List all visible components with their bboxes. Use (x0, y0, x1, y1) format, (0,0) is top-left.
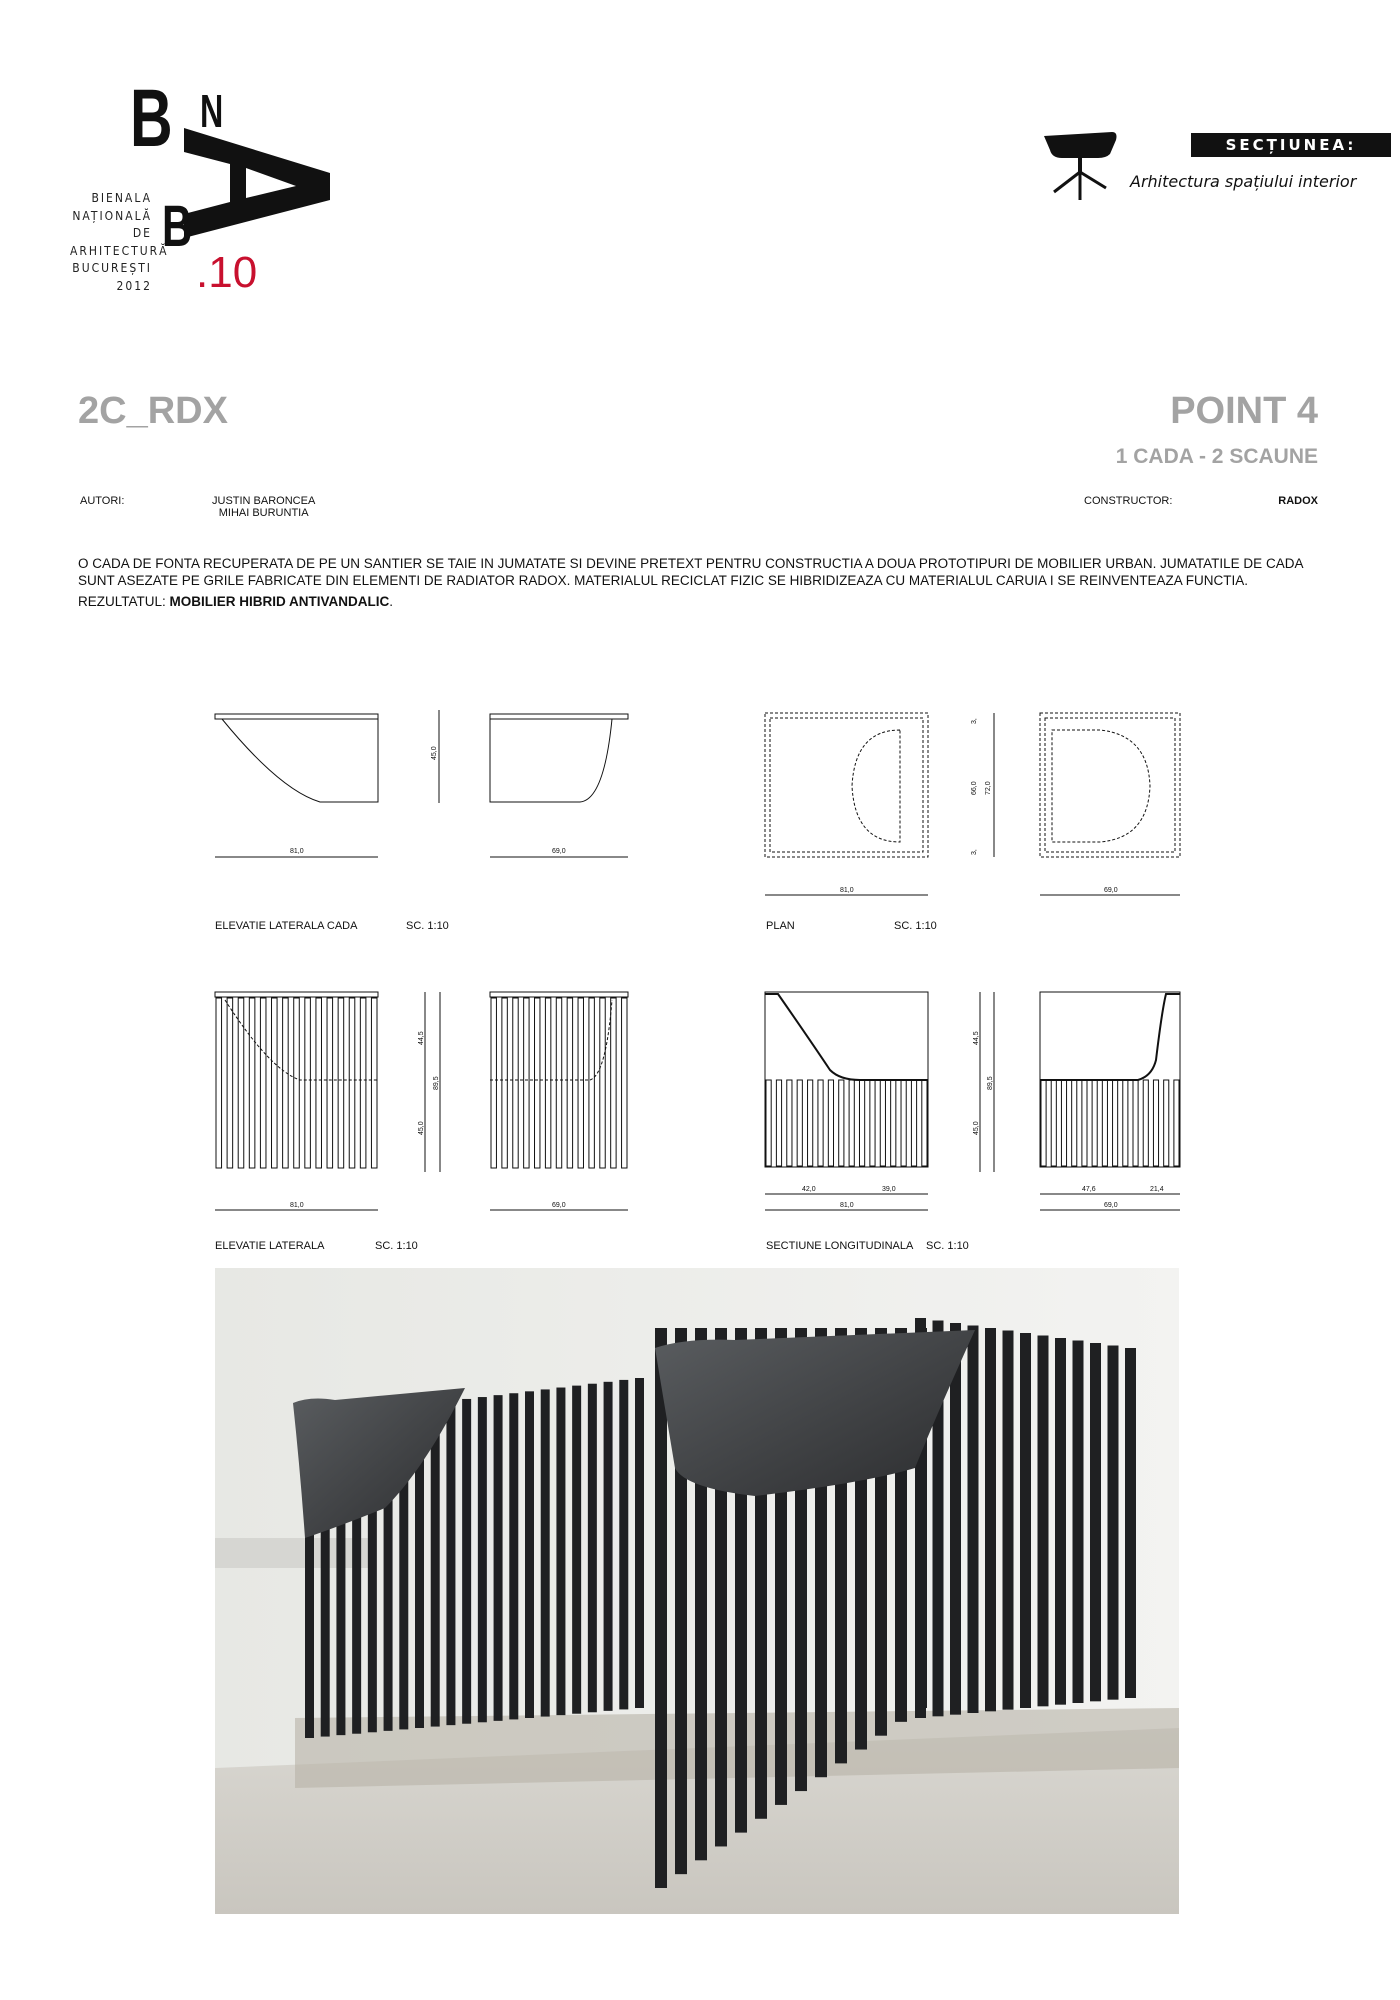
grille-bar (305, 998, 311, 1168)
dim-label: 45,0 (973, 1121, 980, 1135)
dim-label: 42,0 (802, 1186, 816, 1193)
logo-letter-n: N (200, 85, 224, 137)
logo-line: BUCUREȘTI (72, 261, 152, 275)
result-end: . (389, 594, 394, 609)
grille-bar (272, 998, 278, 1168)
grille-bar (808, 1080, 813, 1166)
photo-bar (968, 1326, 979, 1714)
grille-bar (1133, 1080, 1138, 1166)
grille-bar (922, 1080, 927, 1166)
grille-bar (360, 998, 366, 1168)
photo-bar (655, 1328, 667, 1888)
logo-line: ARHITECTURĂ (70, 243, 169, 258)
photo-bar (431, 1403, 440, 1727)
dim-label: 3, (971, 718, 978, 724)
logo-letter-b1: B (130, 73, 173, 164)
grille-bar (589, 998, 594, 1168)
grille-bar (859, 1080, 864, 1166)
technical-drawings (0, 690, 1400, 1260)
grille-bar (524, 998, 529, 1168)
photo-bar (1003, 1331, 1014, 1710)
drawing-bathtub-elevation (215, 710, 628, 857)
grille-bar (316, 998, 322, 1168)
grille-bar (567, 998, 572, 1168)
photo-bar (478, 1397, 487, 1722)
photo-bar (619, 1380, 628, 1710)
grille-bar (513, 998, 518, 1168)
grille-bar (622, 998, 627, 1168)
dim-label: 21,4 (1150, 1186, 1164, 1193)
dim-label: 45,0 (418, 1121, 425, 1135)
dim-label: 45,0 (431, 746, 438, 760)
chair-icon (1040, 128, 1120, 202)
dim-label: 47,6 (1082, 1186, 1096, 1193)
logo-line: 2012 (116, 278, 152, 293)
grille-bar (502, 998, 507, 1168)
grille-bar (1041, 1080, 1046, 1166)
dim-label: 81,0 (840, 1202, 854, 1209)
drawing-scale: SC. 1:10 (926, 1240, 969, 1252)
dim-label: 81,0 (290, 1202, 304, 1209)
logo-line: BIENALA (91, 191, 152, 205)
grille-bar (1143, 1080, 1148, 1166)
grille-bar (901, 1080, 906, 1166)
grille-bar (1174, 1080, 1179, 1166)
photo-bar (446, 1401, 455, 1725)
photo-bar (1073, 1341, 1084, 1704)
photo-bar (1125, 1348, 1136, 1698)
description-text: O CADA DE FONTA RECUPERATA DE PE UN SANTIER SE TAIE IN JUMATATE SI DEVINE PRETEXT PENTRU CONSTRUCTIA A DOUA PROTOTIPURI DE MOBILIER URBAN. JUMATATILE DE CADA SUNT ASEZATE PE GRILE FABRICATE DIN ELEMENTI DE RADIATOR RADOX. MATERIALUL RECICLAT FIZIC SE HIBRIDIZEAZA CU MATERIALUL CARUIA I SE REINVENTEAZA FUNCTIA. (78, 556, 1303, 588)
dim-label: 69,0 (1104, 887, 1118, 894)
project-subtitle: 1 CADA - 2 SCAUNE (1115, 445, 1318, 468)
grille-bar (611, 998, 616, 1168)
grille-bar (818, 1080, 823, 1166)
drawing-plan-dims (765, 713, 1180, 895)
grille-bar (880, 1080, 885, 1166)
grille-bar (787, 1080, 792, 1166)
drawing-scale: SC. 1:10 (894, 920, 937, 932)
dim-label: 3, (971, 849, 978, 855)
authors-label: AUTORI: (80, 495, 125, 507)
dim-label: 39,0 (882, 1186, 896, 1193)
grille-bar (1123, 1080, 1128, 1166)
dim-label: 81,0 (290, 848, 304, 855)
photo-bar (635, 1378, 644, 1708)
constructor-label: CONSTRUCTOR: (1084, 495, 1173, 507)
grille-bar (1051, 1080, 1056, 1166)
drawing-scale: SC. 1:10 (406, 920, 449, 932)
grille-bar (1164, 1080, 1169, 1166)
project-name: POINT 4 (1170, 390, 1318, 432)
grille-bar (1082, 1080, 1087, 1166)
grille-bar (849, 1080, 854, 1166)
photo-bar (572, 1386, 581, 1714)
author-name: JUSTIN BARONCEA (212, 495, 316, 507)
dim-label: 89,5 (433, 1076, 440, 1090)
drawing-title: ELEVATIE LATERALA (215, 1240, 325, 1252)
logo-edition: .10 (196, 248, 258, 297)
photo-bar (556, 1388, 565, 1716)
photo-bar (1038, 1336, 1049, 1707)
dim-label: 81,0 (840, 887, 854, 894)
logo-line: DE (132, 226, 152, 240)
grille-bar (600, 998, 605, 1168)
grille-bar (797, 1080, 802, 1166)
grille-bar (578, 998, 583, 1168)
grille-bar (238, 998, 244, 1168)
grille-bar (828, 1080, 833, 1166)
grille-bar (371, 998, 377, 1168)
grille-bar (260, 998, 266, 1168)
photo-bar (541, 1389, 550, 1716)
logo-letter-a-shape (184, 128, 330, 238)
grille-bar (249, 998, 255, 1168)
drawing-scale: SC. 1:10 (375, 1240, 418, 1252)
dim-label: 44,5 (973, 1031, 980, 1045)
drawing-title: ELEVATIE LATERALA CADA (215, 920, 358, 932)
dim-label: 69,0 (552, 1202, 566, 1209)
grille-bar (283, 998, 289, 1168)
authors-list (212, 495, 315, 519)
grille-bar (1061, 1080, 1066, 1166)
photo-bar (1090, 1343, 1101, 1701)
dim-label: 44,5 (418, 1031, 425, 1045)
grille-bar (338, 998, 344, 1168)
grille-bar (327, 998, 333, 1168)
dim-label: 89,5 (987, 1076, 994, 1090)
grille-bar (349, 998, 355, 1168)
dim-label: 69,0 (552, 848, 566, 855)
result-line (78, 593, 1338, 610)
grille-bar (491, 998, 496, 1168)
logo-text (70, 190, 169, 295)
grille-bar (227, 998, 233, 1168)
grille-bar (1072, 1080, 1077, 1166)
product-photo (215, 1268, 1179, 1914)
section-subtitle: Arhitectura spațiului interior (1130, 172, 1357, 191)
dim-label: 66,0 (971, 781, 978, 795)
grille-bar (766, 1080, 771, 1166)
logo-line: NAȚIONALĂ (72, 208, 152, 223)
drawing-title: SECTIUNE LONGITUDINALA (766, 1240, 914, 1252)
grille-bar (545, 998, 550, 1168)
grille-bar (776, 1080, 781, 1166)
author-name: MIHAI BURUNTIA (218, 507, 309, 519)
dim-label: 69,0 (1104, 1202, 1118, 1209)
photo-bar (462, 1399, 471, 1724)
photo-bar (604, 1382, 613, 1711)
grille-bar (1102, 1080, 1107, 1166)
drawing-title: PLAN (766, 920, 795, 932)
photo-bar (588, 1384, 597, 1713)
photo-bar (494, 1395, 503, 1721)
grille-bar (870, 1080, 875, 1166)
photo-bar (1108, 1346, 1119, 1700)
grille-bar (1113, 1080, 1118, 1166)
photo-bar (525, 1391, 534, 1718)
grille-bar (535, 998, 540, 1168)
logo-letter-b2: B (162, 194, 193, 259)
dim-label: 72,0 (985, 781, 992, 795)
grille-bar (556, 998, 561, 1168)
section-tag: SECȚIUNEA: (1191, 133, 1391, 157)
photo-bar (1020, 1333, 1031, 1708)
grille-bar (294, 998, 300, 1168)
grille-bar (1092, 1080, 1097, 1166)
grille-bar (216, 998, 222, 1168)
photo-bar (985, 1328, 996, 1711)
photo-bar (1055, 1338, 1066, 1705)
photo-bar (509, 1393, 518, 1719)
grille-bar (1153, 1080, 1158, 1166)
grille-bar (839, 1080, 844, 1166)
grille-bar (911, 1080, 916, 1166)
project-code: 2C_RDX (78, 390, 228, 432)
result-label: REZULTATUL: (78, 594, 166, 609)
grille-bar (891, 1080, 896, 1166)
project-description (78, 555, 1338, 610)
constructor-name: RADOX (1278, 495, 1318, 507)
drawing-side-elevation (215, 992, 628, 1210)
result-value: MOBILIER HIBRID ANTIVANDALIC (169, 594, 390, 609)
